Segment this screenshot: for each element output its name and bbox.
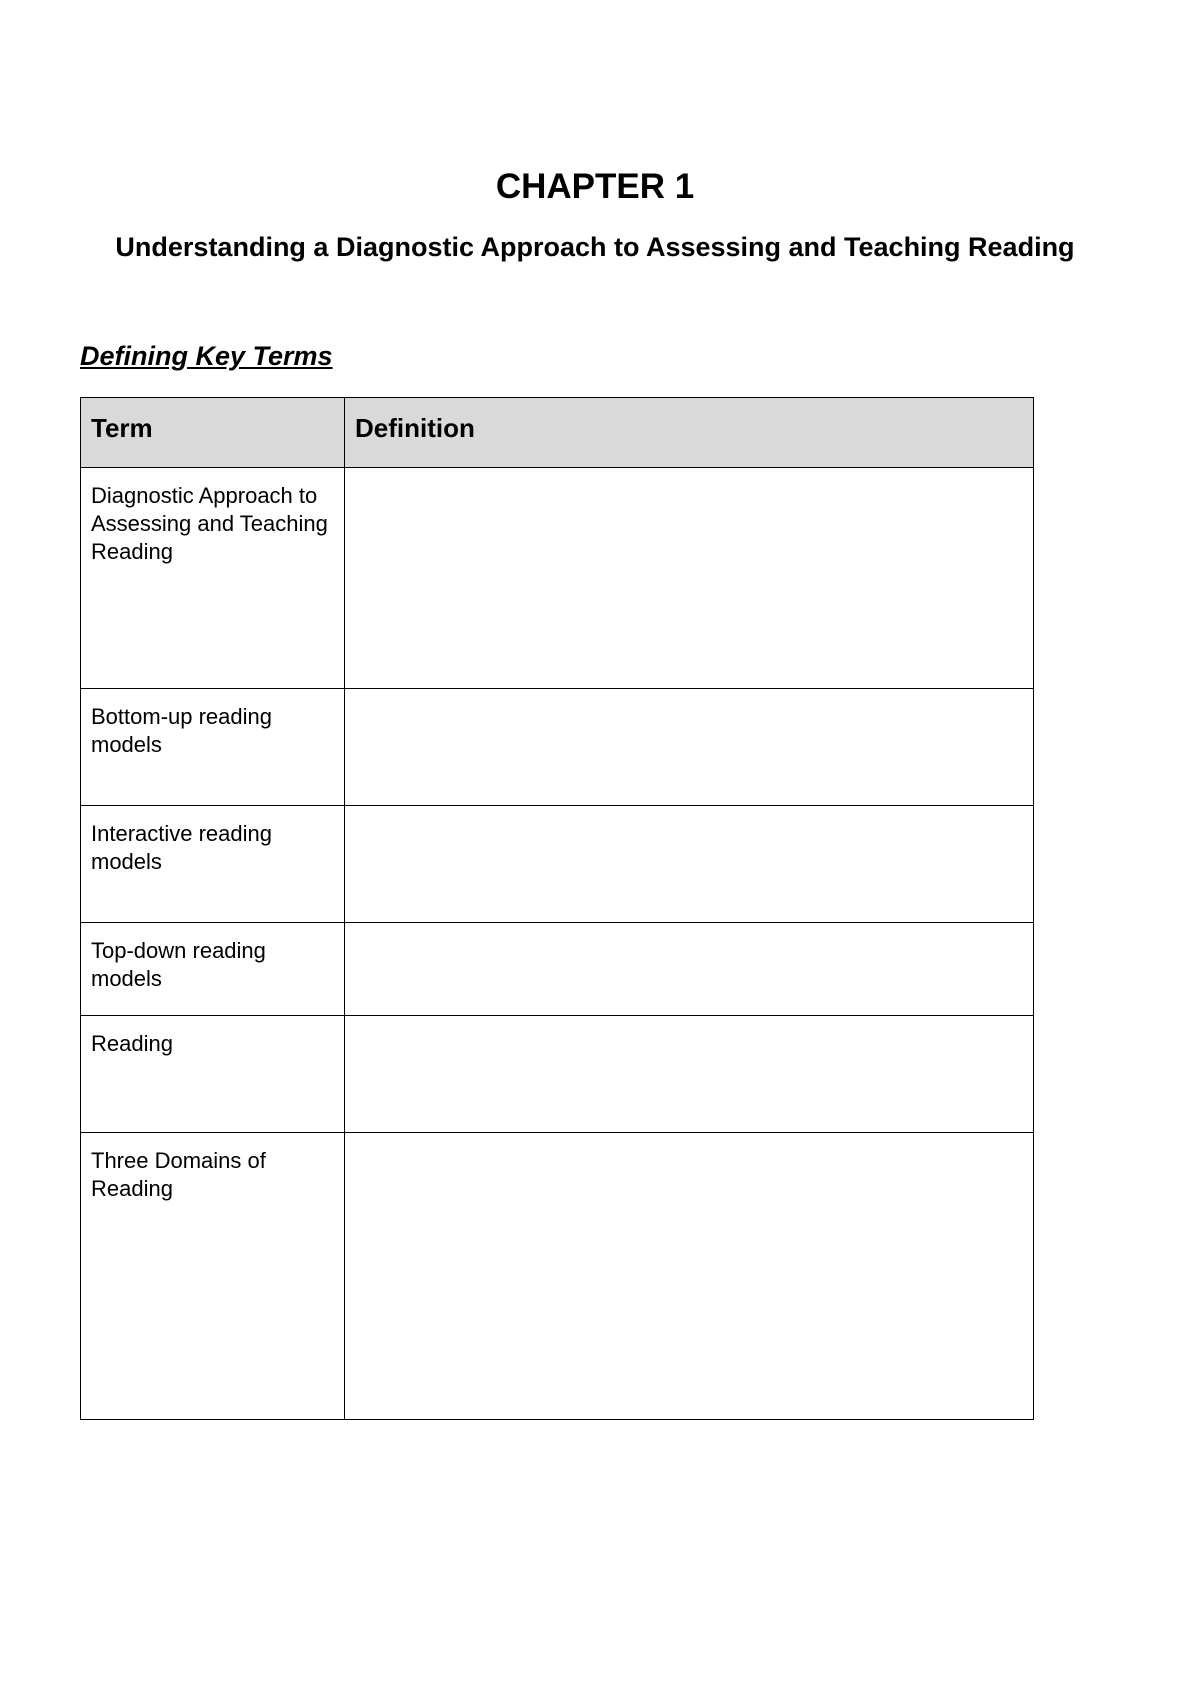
- definition-cell[interactable]: [345, 1133, 1034, 1420]
- table-row: [81, 1133, 1034, 1420]
- table-row: [81, 468, 1034, 689]
- term-cell: Reading: [81, 1016, 345, 1133]
- table-row: [81, 1016, 1034, 1133]
- column-header-term: Term: [81, 398, 345, 468]
- key-terms-table: [80, 397, 1034, 1420]
- term-cell: Three Domains of Reading: [81, 1133, 345, 1420]
- definition-cell[interactable]: [345, 468, 1034, 689]
- term-cell: Top-down reading models: [81, 923, 345, 1016]
- term-cell: Diagnostic Approach to Assessing and Teaching Reading: [81, 468, 345, 689]
- table-row: [81, 923, 1034, 1016]
- definition-cell[interactable]: [345, 1016, 1034, 1133]
- term-cell: Bottom-up reading models: [81, 689, 345, 806]
- table-row: [81, 689, 1034, 806]
- term-cell: Interactive reading models: [81, 806, 345, 923]
- chapter-title: CHAPTER 1: [495, 167, 695, 206]
- table-header-row: [81, 398, 1034, 468]
- chapter-subtitle: Understanding a Diagnostic Approach to Assessing and Teaching Reading: [115, 232, 1075, 262]
- column-header-definition: Definition: [345, 398, 1034, 468]
- section-heading: Defining Key Terms: [80, 341, 333, 371]
- table-row: [81, 806, 1034, 923]
- definition-cell[interactable]: [345, 806, 1034, 923]
- definition-cell[interactable]: [345, 923, 1034, 1016]
- definition-cell[interactable]: [345, 689, 1034, 806]
